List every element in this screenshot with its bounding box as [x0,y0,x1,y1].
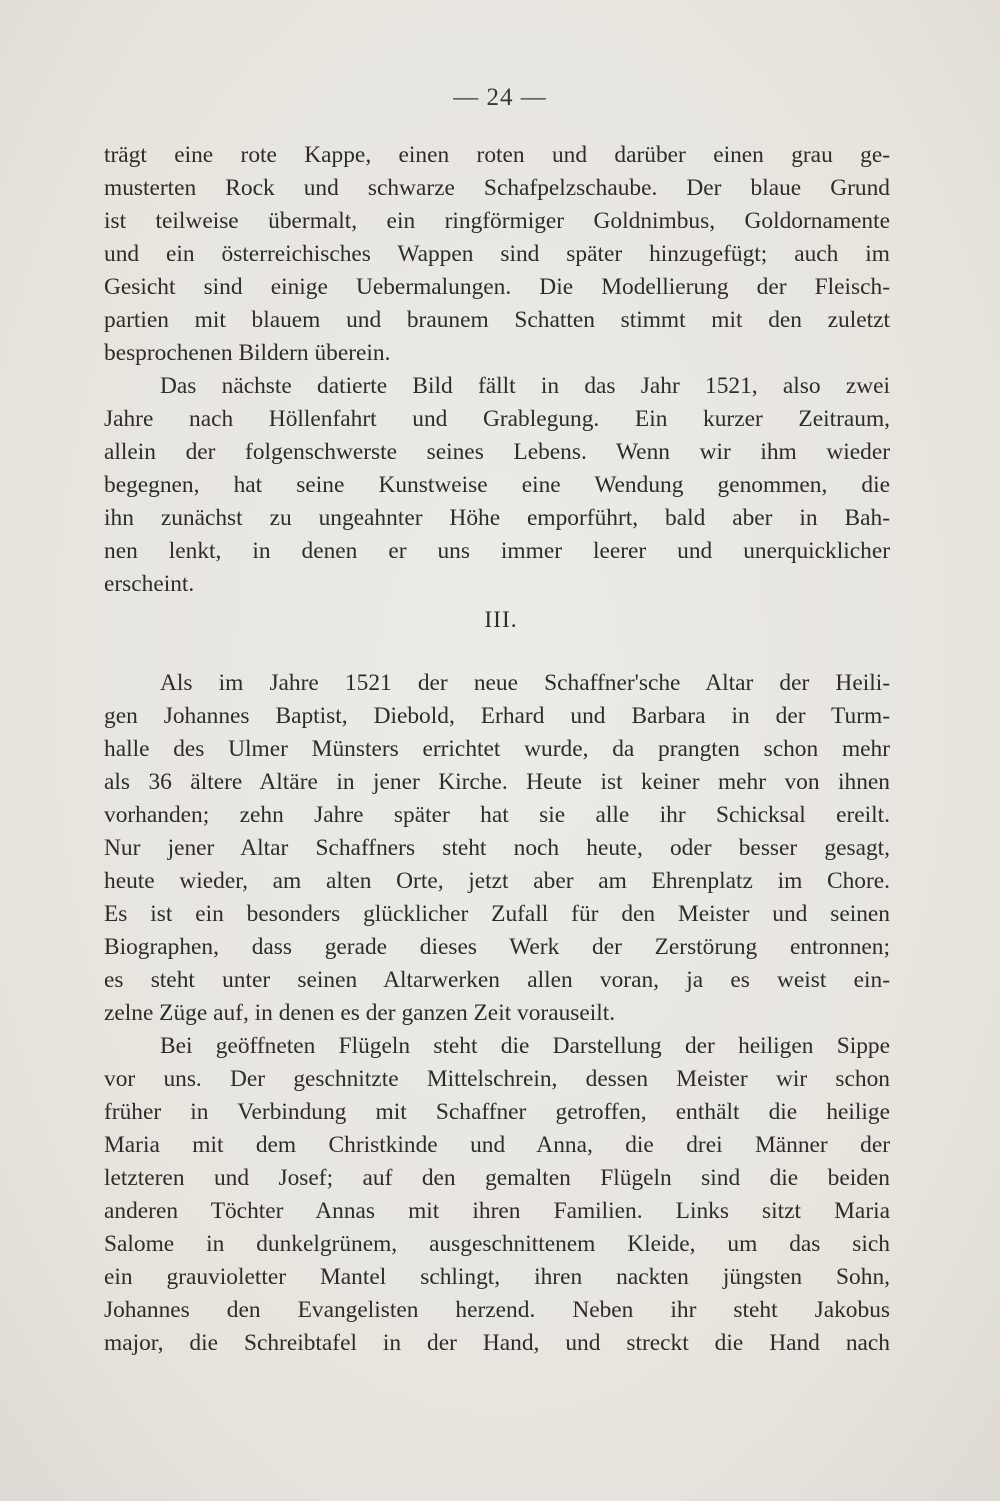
text-line: begegnen, hat seine Kunstweise eine Wendung genommen, die [104,472,890,498]
text-line: Maria mit dem Christkinde und Anna, die drei Männer der [104,1132,890,1158]
text-line: Gesicht sind einige Uebermalungen. Die Modellierung der Fleisch- [104,274,890,300]
text-line: vorhanden; zehn Jahre später hat sie alle ihr Schicksal ereilt. [104,802,890,828]
text-line: erscheint. [104,571,195,597]
text-line: musterten Rock und schwarze Schafpelzschaube. Der blaue Grund [104,175,890,201]
text-line: gen Johannes Baptist, Diebold, Erhard und Barbara in der Turm- [104,703,890,729]
text-line: Das nächste datierte Bild fällt in das Jahr 1521, also zwei [160,373,890,399]
text-line: Salome in dunkelgrünem, ausgeschnittenem Kleide, um das sich [104,1231,890,1257]
text-line: Biographen, dass gerade dieses Werk der Zerstörung entronnen; [104,934,890,960]
paragraph [104,667,890,1030]
text-line: Nur jener Altar Schaffners steht noch heute, oder besser gesagt, [104,835,890,861]
text-line: es steht unter seinen Altarwerken allen voran, ja es weist ein- [104,967,890,993]
text-line: und ein österreichisches Wappen sind später hinzugefügt; auch im [104,241,890,267]
text-line: als 36 ältere Altäre in jener Kirche. Heute ist keiner mehr von ihnen [104,769,890,795]
text-line: früher in Verbindung mit Schaffner getroffen, enthält die heilige [104,1099,890,1125]
text-line: heute wieder, am alten Orte, jetzt aber am Ehrenplatz im Chore. [104,868,890,894]
text-line: Es ist ein besonders glücklicher Zufall für den Meister und seinen [104,901,890,927]
text-line: zelne Züge auf, in denen es der ganzen Zeit vorauseilt. [104,1000,616,1026]
page-body [104,139,890,1360]
text-line: Johannes den Evangelisten herzend. Neben ihr steht Jakobus [104,1297,890,1323]
text-line: besprochenen Bildern überein. [104,340,391,366]
text-line: halle des Ulmer Münsters errichtet wurde, da prangten schon mehr [104,736,890,762]
text-line: ein grauvioletter Mantel schlingt, ihren nackten jüngsten Sohn, [104,1264,890,1290]
text-line: allein der folgenschwerste seines Lebens. Wenn wir ihm wieder [104,439,890,465]
text-line: partien mit blauem und braunem Schatten stimmt mit den zuletzt [104,307,890,333]
paragraph [104,1030,890,1360]
text-line: nen lenkt, in denen er uns immer leerer und unerquicklicher [104,538,890,564]
paragraph [104,139,890,370]
paragraph [104,370,890,601]
text-line: Als im Jahre 1521 der neue Schaffner'sche Altar der Heili- [160,670,890,696]
text-line: Jahre nach Höllenfahrt und Grablegung. Ein kurzer Zeitraum, [104,406,890,432]
text-line: ist teilweise übermalt, ein ringförmiger Goldnimbus, Goldornamente [104,208,890,234]
text-line: ihn zunächst zu ungeahnter Höhe emporführt, bald aber in Bah- [104,505,890,531]
text-line: Bei geöffneten Flügeln steht die Darstellung der heiligen Sippe [160,1033,890,1059]
text-line: vor uns. Der geschnitzte Mittelschrein, dessen Meister wir schon [104,1066,890,1092]
page-number: — 24 — [453,84,547,111]
text-line: letzteren und Josef; auf den gemalten Flügeln sind die beiden [104,1165,890,1191]
text-line: trägt eine rote Kappe, einen roten und darüber einen grau ge- [104,142,890,168]
text-line: major, die Schreibtafel in der Hand, und streckt die Hand nach [104,1330,890,1356]
text-line: anderen Töchter Annas mit ihren Familien. Links sitzt Maria [104,1198,890,1224]
section-heading: III. [484,607,518,633]
